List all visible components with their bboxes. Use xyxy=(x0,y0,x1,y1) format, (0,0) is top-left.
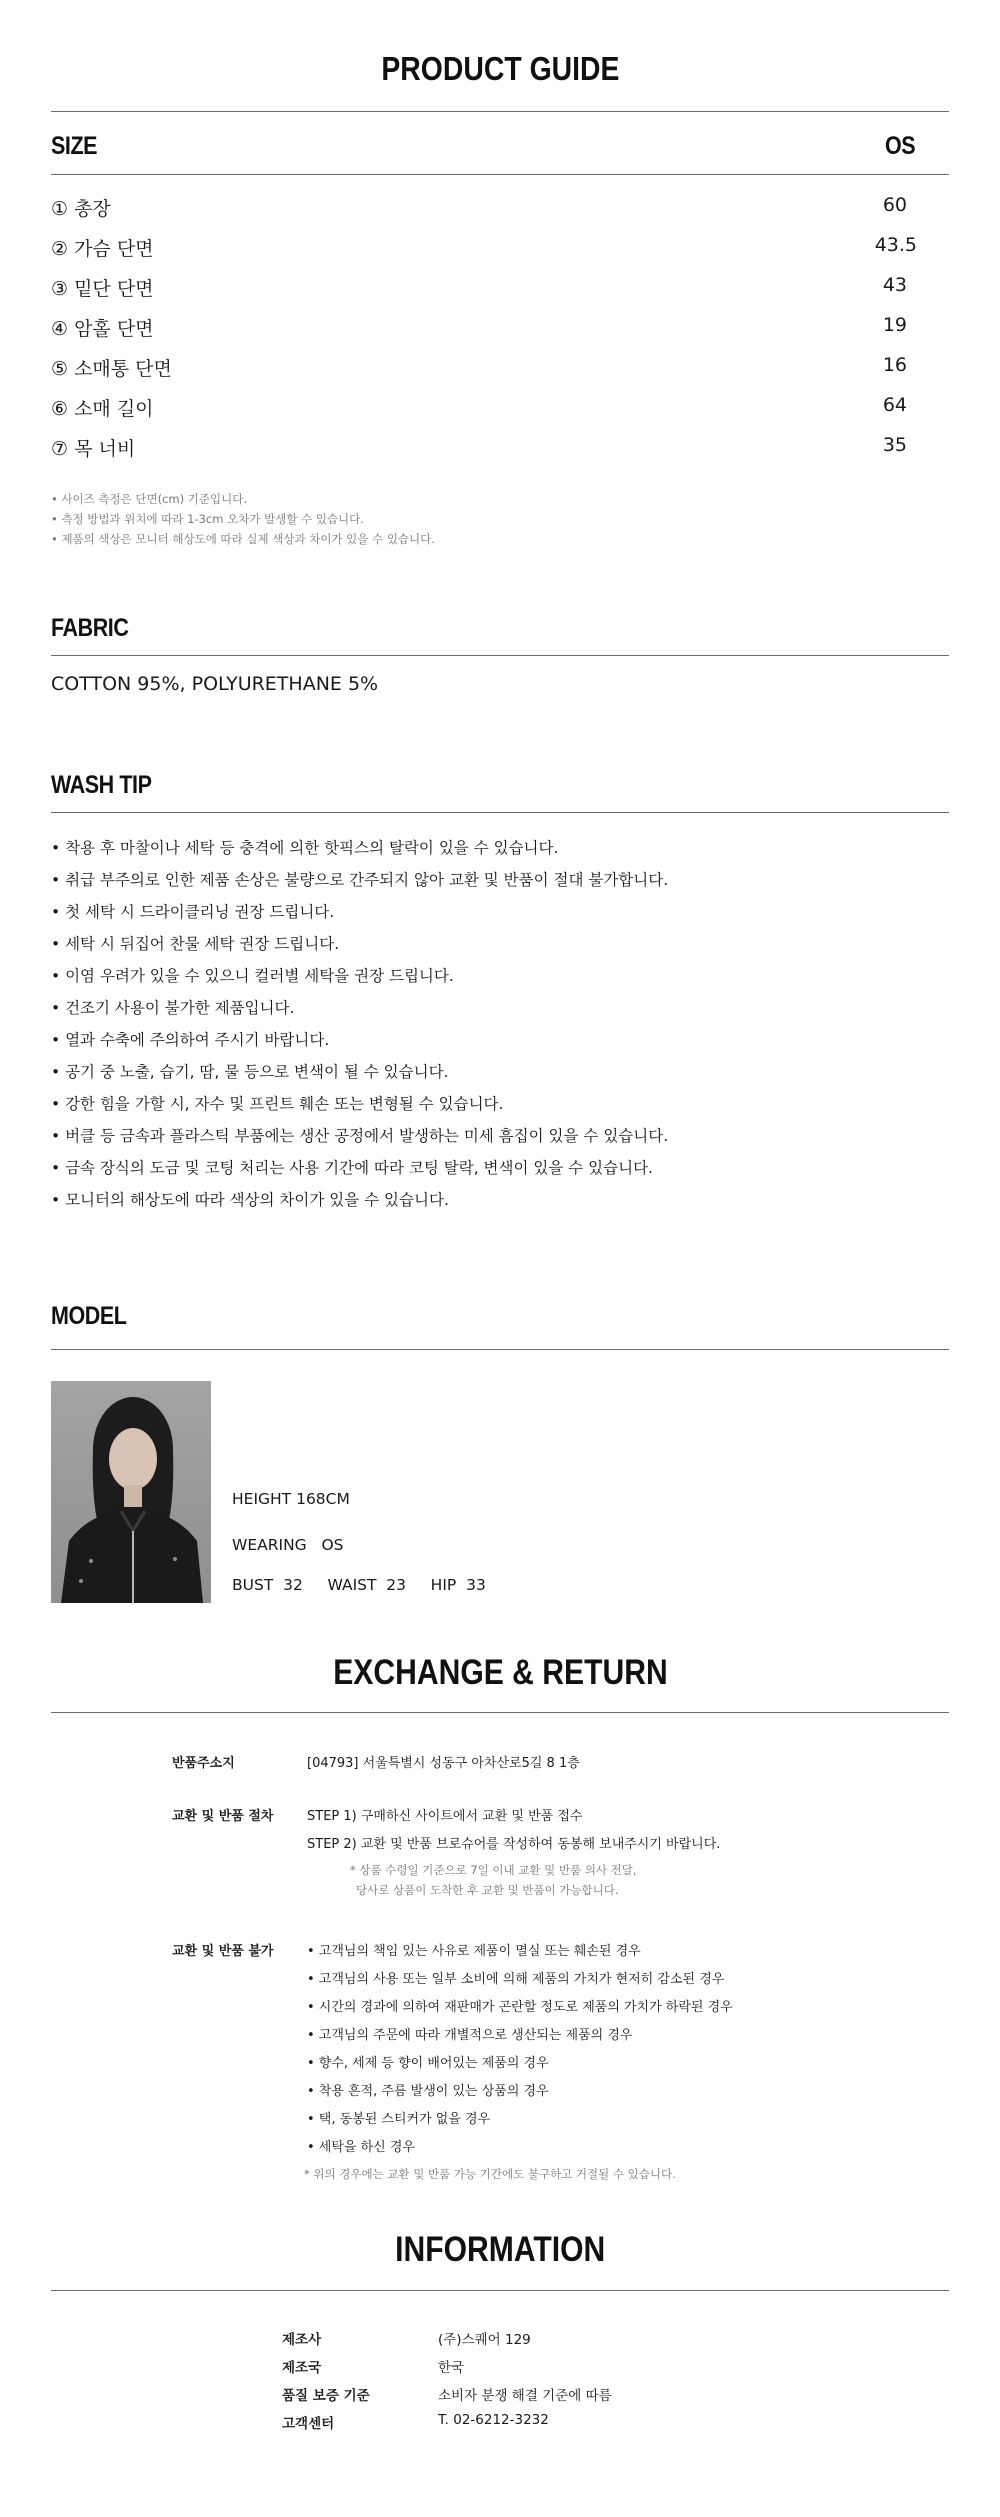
procedure-note: 당사로 상품이 도착한 후 교환 및 반품이 가능합니다. xyxy=(356,1883,619,1897)
wash-tip-item: • 강한 힘을 가할 시, 자수 및 프린트 훼손 또는 변형될 수 있습니다. xyxy=(51,1095,504,1113)
info-value-customer-center: T. 02-6212-3232 xyxy=(438,2412,549,2428)
model-title: MODEL xyxy=(51,1302,127,1330)
impossible-item: • 고객님의 사용 또는 일부 소비에 의해 제품의 가치가 현저히 감소된 경우 xyxy=(307,1972,725,1987)
wash-tip-item: • 이염 우려가 있을 수 있으니 컬러별 세탁을 권장 드립니다. xyxy=(51,967,454,985)
impossible-item: • 향수, 세제 등 향이 배어있는 제품의 경우 xyxy=(307,2056,549,2071)
size-row-label: ⑤ 소매통 단면 xyxy=(51,358,172,380)
wash-tip-item: • 착용 후 마찰이나 세탁 등 충격에 의한 핫픽스의 탈락이 있을 수 있습니다. xyxy=(51,839,559,857)
impossible-item: • 세탁을 하신 경우 xyxy=(307,2140,415,2155)
size-row-value: 35 xyxy=(882,434,907,456)
impossible-item: • 시간의 경과에 의하여 재판매가 곤란할 정도로 제품의 가치가 하락된 경우 xyxy=(307,2000,733,2015)
wash-tip-item: • 취급 부주의로 인한 제품 손상은 불량으로 간주되지 않아 교환 및 반품이 절대 불가합니다. xyxy=(51,871,669,889)
size-row xyxy=(51,394,949,424)
exchange-return-title: EXCHANGE & RETURN xyxy=(332,1653,668,1692)
impossible-label: 교환 및 반품 불가 xyxy=(172,1944,274,1959)
wash-tip-item: • 모니터의 해상도에 따라 색상의 차이가 있을 수 있습니다. xyxy=(51,1191,449,1209)
info-value-country: 한국 xyxy=(438,2360,465,2376)
impossible-item: • 착용 흔적, 주름 발생이 있는 상품의 경우 xyxy=(307,2084,549,2099)
fabric-composition: COTTON 95%, POLYURETHANE 5% xyxy=(51,673,379,695)
size-row-label: ② 가슴 단면 xyxy=(51,238,154,260)
fabric-title: FABRIC xyxy=(51,614,129,642)
size-row-label: ⑦ 목 너비 xyxy=(51,438,136,460)
size-note: • 사이즈 측정은 단면(cm) 기준입니다. xyxy=(51,492,247,506)
model-height: HEIGHT 168CM xyxy=(232,1490,350,1508)
model-measurements: BUST 32 WAIST 23 HIP 33 xyxy=(232,1576,486,1594)
procedure-step: STEP 2) 교환 및 반품 브로슈어를 작성하여 동봉해 보내주시기 바랍니다. xyxy=(307,1837,721,1852)
divider xyxy=(51,812,949,813)
wash-tip-title: WASH TIP xyxy=(51,771,152,799)
info-label-country: 제조국 xyxy=(282,2360,322,2376)
wash-tip-item: • 버클 등 금속과 플라스틱 부품에는 생산 공정에서 발생하는 미세 흠집이 있을 수 있습니다. xyxy=(51,1127,669,1145)
model-photo-illustration xyxy=(51,1381,211,1603)
size-row-label: ① 총장 xyxy=(51,198,111,220)
size-row xyxy=(51,314,949,344)
model-wearing: WEARING OS xyxy=(232,1536,344,1554)
divider xyxy=(51,111,949,112)
size-note: • 제품의 색상은 모니터 해상도에 따라 실제 색상과 차이가 있을 수 있습니다. xyxy=(51,532,435,546)
size-row-value: 60 xyxy=(882,194,907,216)
info-value-warranty: 소비자 분쟁 해결 기준에 따름 xyxy=(438,2388,612,2404)
size-row-value: 19 xyxy=(882,314,907,336)
size-row xyxy=(51,234,949,264)
impossible-note: * 위의 경우에는 교환 및 반품 가능 기간에도 불구하고 거절될 수 있습니다. xyxy=(304,2167,676,2181)
info-label-manufacturer: 제조사 xyxy=(282,2332,322,2348)
wash-tip-item: • 금속 장식의 도금 및 코팅 처리는 사용 기간에 따라 코팅 탈락, 변색이 있을 수 있습니다. xyxy=(51,1159,653,1177)
info-label-customer-center: 고객센터 xyxy=(282,2416,335,2432)
size-note: • 측정 방법과 위치에 따라 1-3cm 오차가 발생할 수 있습니다. xyxy=(51,512,364,526)
size-row-label: ④ 암홀 단면 xyxy=(51,318,154,340)
procedure-note: * 상품 수령일 기준으로 7일 이내 교환 및 반품 의사 전달, xyxy=(350,1863,637,1877)
size-row xyxy=(51,434,949,464)
info-label-warranty: 품질 보증 기준 xyxy=(282,2388,370,2404)
impossible-item: • 고객님의 책임 있는 사유로 제품이 멸실 또는 훼손된 경우 xyxy=(307,1944,641,1959)
procedure-step: STEP 1) 구매하신 사이트에서 교환 및 반품 접수 xyxy=(307,1809,583,1824)
wash-tip-item: • 첫 세탁 시 드라이클리닝 권장 드립니다. xyxy=(51,903,335,921)
size-column-header: OS xyxy=(885,132,916,160)
divider xyxy=(51,174,949,175)
size-row-value: 16 xyxy=(882,354,907,376)
info-value-manufacturer: (주)스퀘어 129 xyxy=(438,2332,531,2348)
product-guide-title: PRODUCT GUIDE xyxy=(380,50,620,87)
wash-tip-item: • 열과 수축에 주의하여 주시기 바랍니다. xyxy=(51,1031,330,1049)
size-row-value: 43.5 xyxy=(874,234,917,256)
return-address: [04793] 서울특별시 성동구 아차산로5길 8 1층 xyxy=(307,1756,580,1771)
size-row-value: 43 xyxy=(882,274,907,296)
model-photo xyxy=(51,1381,211,1603)
divider xyxy=(51,1349,949,1350)
size-row xyxy=(51,274,949,304)
size-row-label: ⑥ 소매 길이 xyxy=(51,398,154,420)
divider xyxy=(51,2290,949,2291)
wash-tip-item: • 공기 중 노출, 습기, 땀, 물 등으로 변색이 될 수 있습니다. xyxy=(51,1063,449,1081)
size-row-value: 64 xyxy=(882,394,907,416)
wash-tip-item: • 건조기 사용이 불가한 제품입니다. xyxy=(51,999,295,1017)
impossible-item: • 고객님의 주문에 따라 개별적으로 생산되는 제품의 경우 xyxy=(307,2028,633,2043)
wash-tip-item: • 세탁 시 뒤집어 찬물 세탁 권장 드립니다. xyxy=(51,935,340,953)
information-title: INFORMATION xyxy=(394,2230,606,2269)
return-address-label: 반품주소지 xyxy=(172,1756,235,1771)
size-row xyxy=(51,194,949,224)
size-label: SIZE xyxy=(51,132,98,160)
impossible-item: • 택, 동봉된 스티커가 없을 경우 xyxy=(307,2112,491,2127)
divider xyxy=(51,655,949,656)
size-row-label: ③ 밑단 단면 xyxy=(51,278,154,300)
divider xyxy=(51,1712,949,1713)
procedure-label: 교환 및 반품 절차 xyxy=(172,1809,274,1824)
size-row xyxy=(51,354,949,384)
